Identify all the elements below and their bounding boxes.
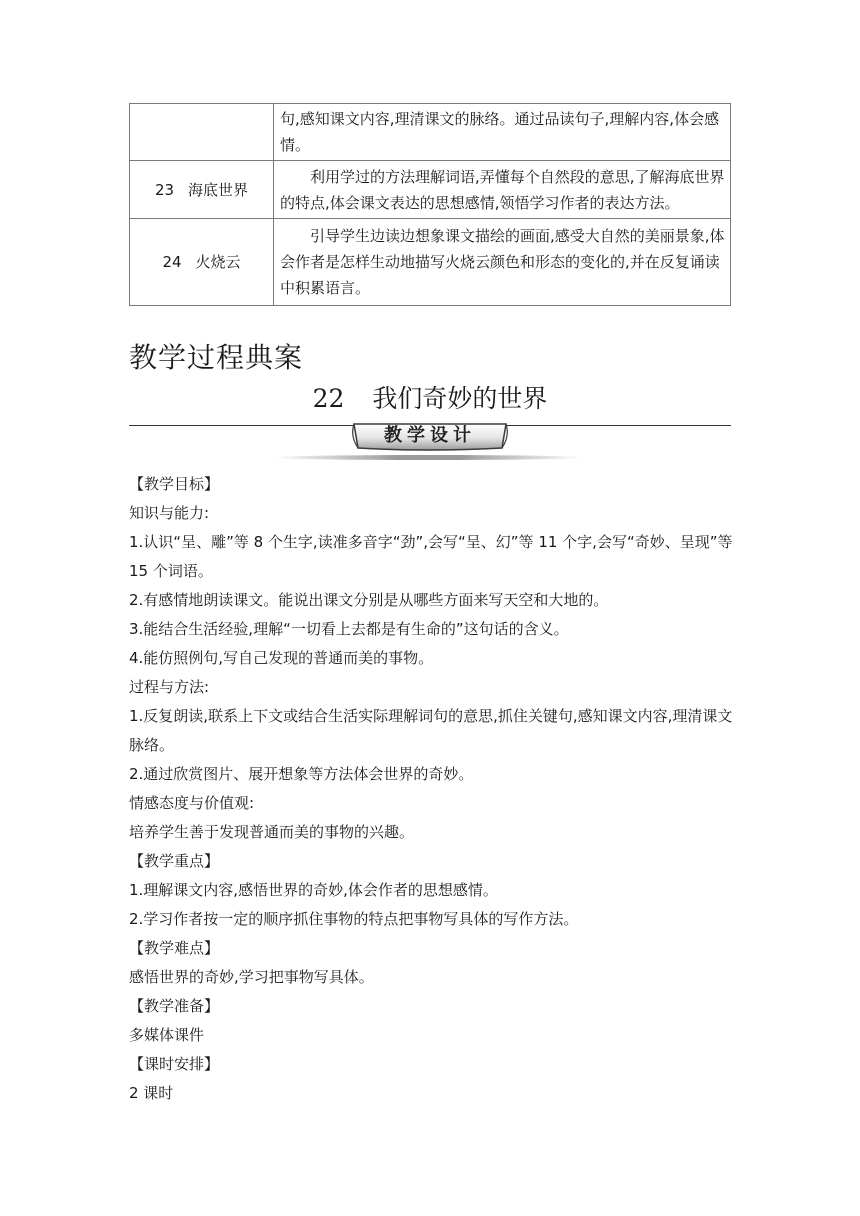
table-row bbox=[130, 104, 731, 161]
unit-cell bbox=[130, 161, 274, 219]
key-points-heading: 【教学重点】 bbox=[129, 852, 220, 870]
preparation-text: 多媒体课件 bbox=[129, 1026, 205, 1044]
section-title: 教学过程典案 bbox=[129, 341, 304, 374]
table-row bbox=[130, 161, 731, 219]
lesson-name: 我们奇妙的世界 bbox=[372, 384, 548, 413]
process-item: 2.通过欣赏图片、展开想象等方法体会世界的奇妙。 bbox=[129, 765, 474, 783]
table-row bbox=[130, 219, 731, 306]
unit-title: 海底世界 bbox=[188, 180, 249, 199]
key-point-item: 1.理解课文内容,感悟世界的奇妙,体会作者的思想感情。 bbox=[129, 881, 498, 899]
goal-cell: 引导学生边读边想象课文描绘的画面,感受大自然的美丽景象,体会作者是怎样生动地描写火烧云颜色和形态的变化的,并在反复诵读中积累语言。 bbox=[274, 219, 731, 306]
lesson-content bbox=[129, 470, 733, 1108]
key-point-item: 2.学习作者按一定的顺序抓住事物的特点把事物写具体的写作方法。 bbox=[129, 910, 579, 928]
knowledge-item: 4.能仿照例句,写自己发现的普通而美的事物。 bbox=[129, 649, 434, 667]
knowledge-item: 2.有感情地朗读课文。能说出课文分别是从哪些方面来写天空和大地的。 bbox=[129, 591, 609, 609]
banner-shadow bbox=[272, 455, 584, 460]
goal-cell: 利用学过的方法理解词语,弄懂每个自然段的意思,了解海底世界的特点,体会课文表达的思想感情,领悟学习作者的表达方法。 bbox=[274, 161, 731, 219]
goal-cell: 句,感知课文内容,理清课文的脉络。通过品读句子,理解内容,体会感情。 bbox=[274, 104, 731, 161]
unit-cell bbox=[130, 104, 274, 161]
lesson-title bbox=[129, 380, 731, 418]
process-item: 1.反复朗读,联系上下文或结合生活实际理解词句的意思,抓住关键句,感知课文内容,理清课文脉络。 bbox=[129, 707, 733, 754]
preparation-heading: 【教学准备】 bbox=[129, 997, 220, 1015]
schedule-heading: 【课时安排】 bbox=[129, 1055, 220, 1073]
difficulty-heading: 【教学难点】 bbox=[129, 939, 220, 957]
unit-goals-table bbox=[129, 103, 731, 306]
unit-title: 火烧云 bbox=[195, 253, 241, 271]
knowledge-heading: 知识与能力: bbox=[129, 504, 210, 522]
knowledge-item: 1.认识“呈、雕”等 8 个生字,读准多音字“劲”,会写“呈、幻”等 11 个字,会写“奇妙、呈现”等 15 个词语。 bbox=[129, 533, 733, 580]
unit-number: 24 bbox=[162, 253, 182, 271]
emotion-heading: 情感态度与价值观: bbox=[129, 794, 255, 812]
unit-number: 23 bbox=[154, 180, 175, 199]
section-banner bbox=[352, 421, 508, 451]
difficulty-text: 感悟世界的奇妙,学习把事物写具体。 bbox=[129, 968, 374, 986]
lesson-number: 22 bbox=[312, 384, 345, 413]
knowledge-item: 3.能结合生活经验,理解“一切看上去都是有生命的”这句话的含义。 bbox=[129, 620, 569, 638]
goals-heading: 【教学目标】 bbox=[129, 475, 220, 493]
emotion-text: 培养学生善于发现普通而美的事物的兴趣。 bbox=[129, 823, 415, 841]
banner-label: 教学设计 bbox=[384, 425, 476, 446]
unit-cell bbox=[130, 219, 274, 306]
process-heading: 过程与方法: bbox=[129, 678, 210, 696]
schedule-text: 2 课时 bbox=[129, 1084, 174, 1102]
